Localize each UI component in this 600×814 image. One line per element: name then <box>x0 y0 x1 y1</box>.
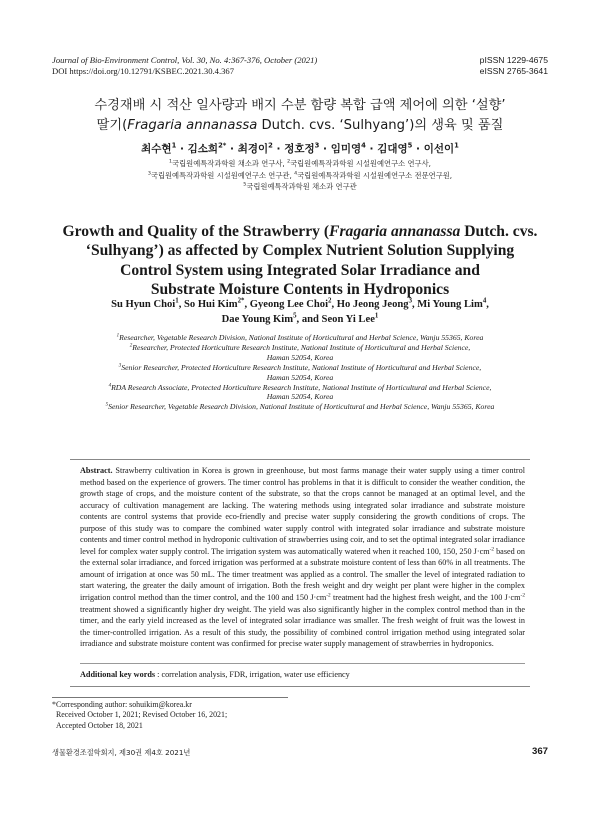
issn-block <box>480 55 548 77</box>
english-title-species: Fragaria annanassa <box>329 223 461 240</box>
korean-author-name: 최경이 <box>237 143 269 155</box>
footnotes <box>52 700 352 731</box>
korean-affiliations <box>40 158 560 193</box>
page-number: 367 <box>531 746 548 757</box>
author-separator: · <box>176 143 188 155</box>
accepted-date: Accepted October 18, 2021 <box>56 720 143 730</box>
author-separator: · <box>412 143 424 155</box>
english-title-line2: ‘Sulhyang’) as affected by Complex Nutrient Solution Supplying <box>85 242 515 260</box>
korean-title-text: Dutch. cvs. ‘Sulhyang’)의 생육 및 품질 <box>257 118 504 133</box>
english-affil-3-city: Haman 52054, Korea <box>266 372 334 382</box>
english-authors-line2: Dae Young Kim$^5$, and Seon Yi Lee$^1$ <box>221 312 379 326</box>
english-authors-line1: Su Hyun Choi$^1$, So Hui Kim$^{2*}$, Gyeong Lee Choi$^2$, Ho Jeong Jeong$^3$, Mi Young Lim$^4$, <box>111 297 489 310</box>
korean-author-name: 최수현 <box>141 143 172 155</box>
korean-author-sup: 3 <box>314 141 320 150</box>
english-affiliations <box>40 333 560 412</box>
keywords-divider <box>80 663 525 664</box>
korean-author-name: 임미영 <box>330 143 362 155</box>
english-affil-4: $^4$RDA Research Associate, Protected Horticulture Research Institute, National Institute of Horticultural and Herbal Science, <box>108 382 492 392</box>
korean-affil-line: $^1$국립원예특작과학원 채소과 연구사, $^2$국립원예특작과학원 시설원예연구소 연구사, <box>169 159 431 168</box>
korean-title-line2 <box>40 116 560 136</box>
journal-header <box>52 55 382 77</box>
author-separator: · <box>226 143 238 155</box>
korean-title <box>40 96 560 136</box>
korean-author-sup: 4 <box>361 141 366 150</box>
korean-title-text: 딸기( <box>96 118 128 133</box>
received-date: Received October 1, 2021; Revised October 16, 2021; <box>56 710 228 720</box>
english-title-line3: Control System using Integrated Solar Irradiance and <box>120 261 480 279</box>
korean-title-line1: 수경재배 시 적산 일사량과 배지 수분 함량 복합 급액 제어에 의한 ‘설향’ <box>94 98 506 113</box>
english-affil-5: $^5$Senior Researcher, Vegetable Research Division, National Institute of Horticultural and Herbal Science, Wanju 55365, Korea <box>105 402 495 412</box>
english-title-line4: Substrate Moisture Contents in Hydroponics <box>150 281 450 299</box>
english-affil-3: $^3$Senior Researcher, Protected Horticulture Research Institute, National Institute of Horticultural and Herbal Science, <box>118 362 482 372</box>
korean-title-species: Fragaria annanassa <box>127 118 258 133</box>
eissn: eISSN 2765-3641 <box>479 66 548 76</box>
korean-affil-line: $^3$국립원예특작과학원 시설원예연구소 연구관, $^4$국립원예특작과학원 시설원예연구소 전문연구원, <box>147 170 453 180</box>
abstract: Abstract. Strawberry cultivation in Korea is grown in greenhouse, but most farms manage their water supply using a timer control method based on the experience of growers. The timer control has problems in that it is difficult to consider the weather condition, the growth stage of crops, and the moisture content of the substrate, so that the crops cannot be managed at an optimal level, and the accuracy of cultivation management are lacking. The watering methods using integrated solar irradiance and substrate moisture contents are control systems that provide eco-friendly and precise water supply considering the growth conditions of crops. The purpose of this study was to compare the combined water supply control with integrated solar irradiance and substrate moisture contents and timer control method in hydroponic cultivation of strawberries using coir, and to set the optimal integrated solar irradiance level for complex water supply control. The irrigation system was automatically watered when it reached 100, 150, 250 $J\cdot cm^{-2}$ based on the external solar irradiance, and forced irrigation was performed at a substrate moisture content of less than 60% in all treatments. The amount of irrigation at once was 50 mL. The timer treatment was applied as a control. The smaller the level of integrated radiation to start watering, the greater the daily amount of irrigation. Both the fresh weight and dry weight per plant were higher in the complex irrigation control method than the timer control, and the 100 and 150 $J\cdot cm^{-2}$ treatment had the highest fresh weight, and the 100 $J\cdot cm^{-2}$ treatment showed a significantly higher dry weight. The yield was also significantly higher in the complex control method than in the timer, and the early yield increased as the level of integrated solar irradiance was smaller. The fresh weight of fruit was the lowest in the timer-controlled irrigation. As a result of this study, the possibility of combined control irrigation method using integrated solar irradiance and substrate moisture content was confirmed for precise water supply management of strawberries in hydroponics. <box>80 466 525 649</box>
doi-line: DOI https://doi.org/10.12791/KSBEC.2021.30.4.367 <box>52 66 234 76</box>
author-separator: · <box>319 143 331 155</box>
english-affil-2: $^2$Researcher, Protected Horticulture Research Institute, National Institute of Horticultural and Herbal Science, <box>129 342 471 352</box>
korean-author-name: 김대영 <box>377 143 408 155</box>
pissn: pISSN 1229-4675 <box>479 55 548 65</box>
english-title-line1: Growth and Quality of the Strawberry (Fragaria annanassa Dutch. cvs. <box>62 223 538 240</box>
korean-author-name: 김소희 <box>187 143 219 155</box>
korean-authors <box>40 141 560 156</box>
footer-journal: 생물환경조절학회지, 제30권 제4호 2021년 <box>52 748 191 757</box>
korean-author-sup: 5 <box>407 141 413 150</box>
english-affil-2-city: Haman 52054, Korea <box>266 352 334 362</box>
english-authors <box>40 297 560 328</box>
korean-author-name: 이선이 <box>423 143 455 155</box>
korean-author-name: 정호정 <box>284 143 315 155</box>
korean-author-sup: 2 <box>268 141 273 150</box>
english-affil-4-city: Haman 52054, Korea <box>266 392 334 402</box>
korean-author-sup: 1 <box>454 141 459 150</box>
keywords-text: : correlation analysis, FDR, irrigation, water use efficiency <box>155 670 350 679</box>
english-affil-1: $^1$Researcher, Vegetable Research Division, National Institute of Horticultural and Herbal Science, Wanju 55365, Korea <box>116 333 484 342</box>
footnote-divider <box>52 697 288 698</box>
author-separator: · <box>272 143 285 155</box>
corresponding-author: *Corresponding author: sohuikim@korea.kr <box>52 700 192 709</box>
abstract-label: Abstract. <box>80 466 113 475</box>
journal-citation: Journal of Bio-Environment Control, Vol. 30, No. 4:367-376, October (2021) <box>52 55 318 65</box>
keywords <box>80 669 525 680</box>
keywords-label: Additional key words <box>80 670 156 679</box>
english-title <box>40 222 560 300</box>
abstract-divider-top <box>70 459 530 460</box>
korean-affil-line: $^5$국립원예특작과학원 채소과 연구관 <box>243 182 357 192</box>
author-separator: · <box>365 143 378 155</box>
korean-author-sup: 1 <box>171 141 177 150</box>
abstract-divider-bottom <box>70 686 530 687</box>
korean-author-sup: 2* <box>218 141 227 150</box>
